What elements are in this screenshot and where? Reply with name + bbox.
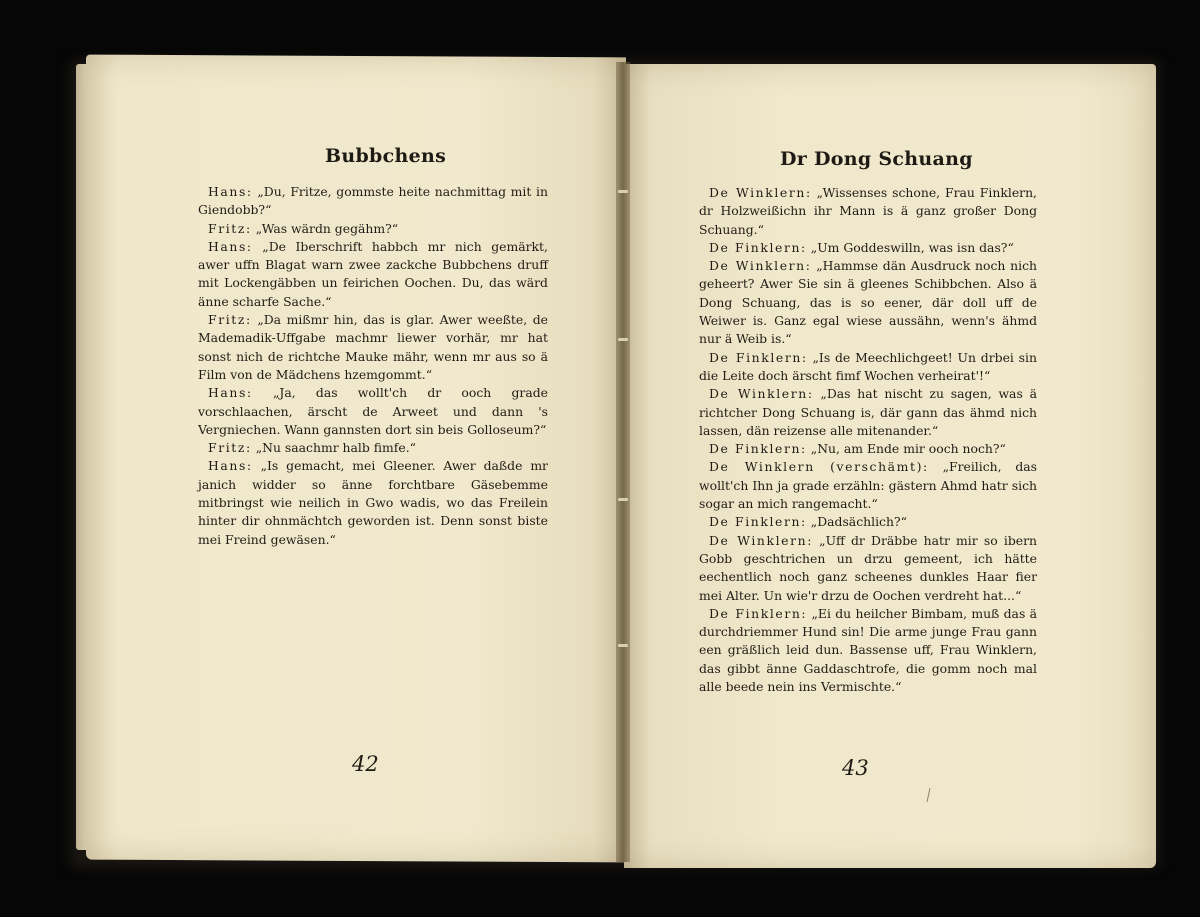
speaker-name: Hans: (208, 184, 253, 199)
dialogue-paragraph (699, 440, 1037, 458)
dialogue-text: „Hammse dän Ausdruck noch nich geheert? Awer Sie sin ä gleenes Schibbchen. Also ä Dong Schuang, das is so eener, där doll uff de Weiwer is. Ganz egal wiese aussähn, wenn's ähmd nur ä Weib is.“ (699, 258, 1037, 347)
binding-stitch (618, 498, 628, 501)
dialogue-text: „Ei du heilcher Bimbam, muß das ä durchdriemmer Hund sin! Die arme junge Frau gann een gräßlich leid dun. Bassense uff, Frau Winklern, das gibbt änne Gaddaschtrofe, die gomm noch mal alle beede nein ins Vermischte.“ (699, 605, 1037, 695)
dialogue-text: „De Iberschrift habbch mr nich gemärkt, awer uffn Blagat warn zwee zackche Bubbchens druff mit Lockengäbben un feirichen Oochen. Du, das wärd änne scharfe Sache.“ (198, 238, 548, 309)
dialogue-text: „Freilich, das wollt'ch Ihn ja grade erzähln: gästern Ahmd hatr sich sogar an mich rangemacht.“ (699, 459, 1037, 512)
dialogue-paragraph (699, 385, 1037, 440)
dialogue-paragraph (198, 457, 548, 548)
dialogue-text: „Is gemacht, mei Gleener. Awer daßde mr janich widder so änne forchtbare Gäsebemme mitbringst wie neilich in Gwo wadis, wo das Freilein hinter dir ohnmächtch geworden ist. Denn sonst biste mei Freind gewäsen.“ (198, 458, 548, 547)
right-page-number: 43 (842, 756, 869, 780)
left-page-number: 42 (352, 752, 379, 776)
dialogue-paragraph (198, 183, 548, 220)
binding-stitch (618, 338, 628, 341)
book-gutter (616, 62, 630, 862)
right-page-title: Dr Dong Schuang (780, 148, 973, 170)
dialogue-text: „Wissenses schone, Frau Finklern, dr Holzweißichn ihr Mann is ä ganz großer Dong Schuang.“ (699, 185, 1037, 237)
dialogue-paragraph (699, 257, 1037, 348)
speaker-name: Fritz: (208, 220, 252, 236)
speaker-name: De Finklern: (709, 514, 807, 530)
speaker-name: De Winklern: (709, 185, 812, 200)
dialogue-paragraph (699, 513, 1037, 531)
dialogue-text: „Da mißmr hin, das is glar. Awer weeßte, de Mademadik-Uffgabe machmr liewer vorhär, mr hat sonst nich de richtche Mauke mähr, wenn mr aus so ä Film von de Mädchens hzemgommt.“ (198, 312, 548, 382)
dialogue-paragraph (699, 239, 1037, 257)
dialogue-paragraph (699, 349, 1037, 386)
dialogue-paragraph (198, 439, 548, 457)
dialogue-paragraph (699, 532, 1037, 605)
dialogue-paragraph (198, 220, 548, 238)
speaker-name: De Finklern: (709, 441, 807, 457)
dialogue-text: „Is de Meechlichgeet! Un drbei sin die Leite doch ärscht fimf Wochen verheirat'!“ (699, 349, 1037, 383)
dialogue-paragraph (699, 605, 1037, 696)
dialogue-text: „Um Goddeswilln, was isn das?“ (810, 239, 1014, 255)
speaker-name: De Winklern: (709, 532, 813, 548)
speaker-name: Fritz: (208, 440, 252, 456)
speaker-name: Hans: (208, 458, 253, 474)
speaker-name: De Winklern: (709, 258, 812, 274)
dialogue-text: „Nu saachmr halb fimfe.“ (255, 440, 416, 456)
dialogue-text: „Das hat nischt zu sagen, was ä richtcher Dong Schuang is, där gann das ähmd nich lassen, dän reizense alle mitenander.“ (699, 386, 1037, 438)
speaker-name: Hans: (208, 238, 253, 254)
dialogue-paragraph (699, 458, 1037, 513)
speaker-name: De Finklern: (709, 349, 808, 365)
right-page-text (699, 184, 1037, 696)
speaker-name: Fritz: (208, 312, 252, 328)
left-page-text (198, 183, 548, 549)
dialogue-paragraph (198, 311, 548, 384)
speaker-name: De Winklern (verschämt): (709, 459, 929, 475)
dialogue-text: „Nu, am Ende mir ooch noch?“ (810, 441, 1006, 457)
dialogue-paragraph (198, 384, 548, 439)
dialogue-paragraph (699, 184, 1037, 239)
speaker-name: De Finklern: (709, 239, 807, 255)
left-page-title: Bubbchens (325, 145, 447, 167)
speaker-name: Hans: (208, 385, 253, 401)
dialogue-text: „Ja, das wollt'ch dr ooch grade vorschlaachen, ärscht de Arweet und dann 's Vergniechen. Wann gannsten dort sin beis Gollosеum?“ (198, 385, 548, 437)
dialogue-paragraph (198, 238, 548, 311)
dialogue-text: „Dadsächlich?“ (810, 514, 907, 530)
dialogue-text: „Uff dr Dräbbe hatr mir so ibern Gobb geschtrichen un drzu gemeent, ich hätte eechentlich noch ganz scheenes dunkles Haar fier mei Alter. Un wie'r drzu de Oochen verdreht hat...“ (699, 532, 1037, 603)
speaker-name: De Winklern: (709, 386, 814, 402)
dialogue-text: „Was wärdn gegähm?“ (255, 220, 399, 236)
dialogue-text: „Du, Fritze, gommste heite nachmittag mit in Giendobb?“ (198, 184, 548, 218)
binding-stitch (618, 190, 628, 193)
speaker-name: De Finklern: (709, 605, 808, 621)
binding-stitch (618, 644, 628, 647)
